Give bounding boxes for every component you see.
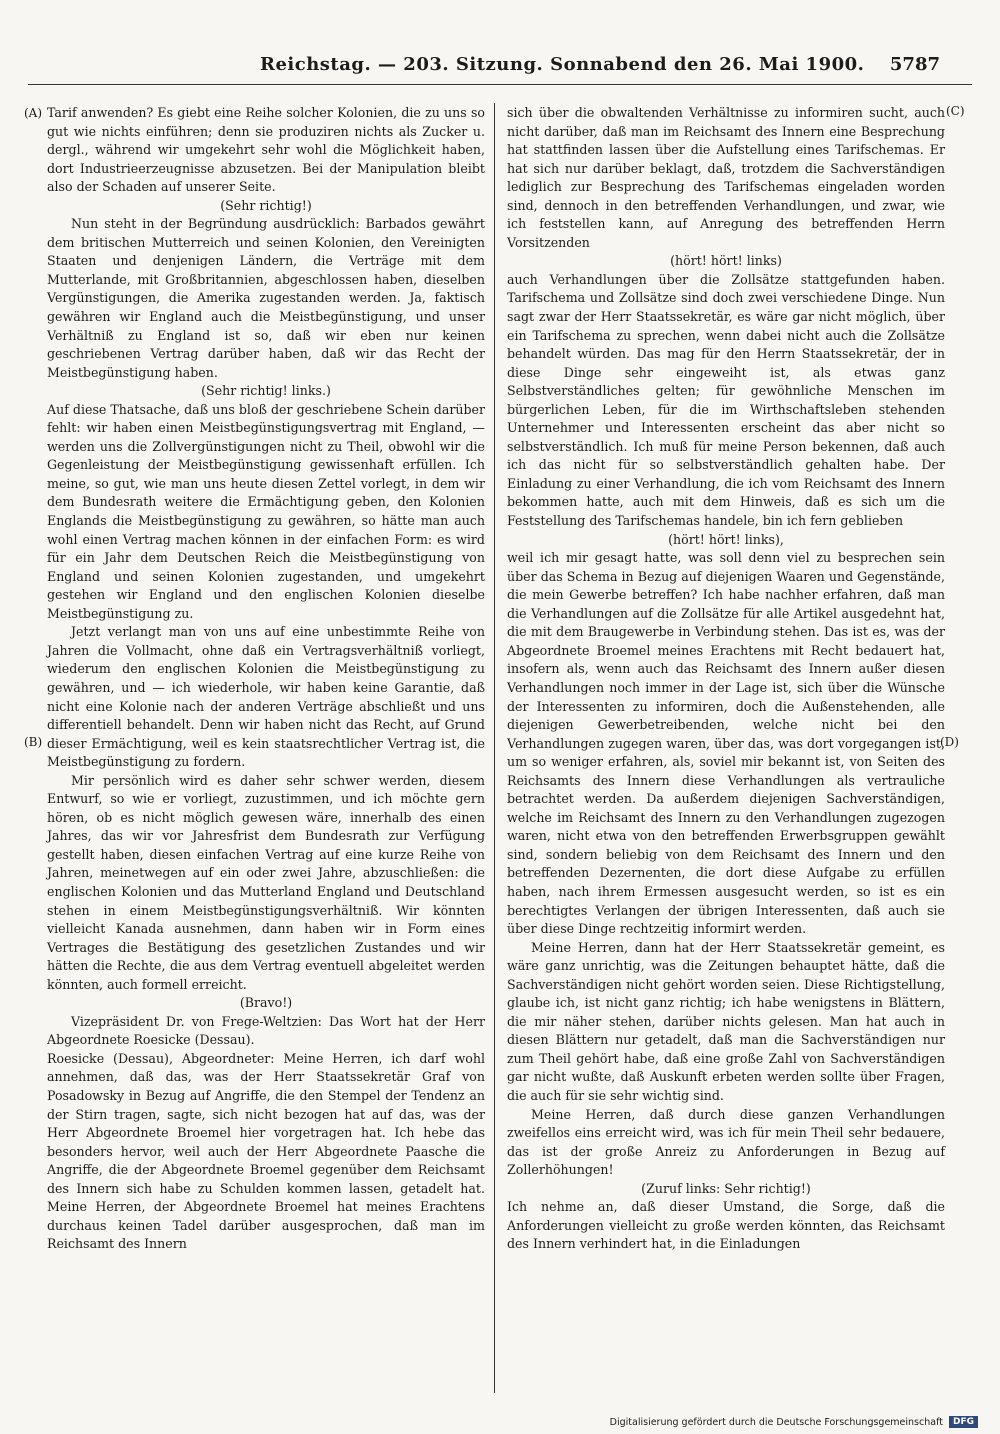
credit-text: Digitalisierung gefördert durch die Deutsche Forschungsgemeinschaft	[609, 1416, 943, 1428]
left-interjection: (Sehr richtig! links.)	[201, 383, 331, 399]
dfg-logo: DFG	[949, 1416, 978, 1428]
left-interjection: (Sehr richtig!)	[220, 197, 312, 213]
margin-marker-b: (B)	[24, 735, 43, 749]
right-interjection: (hört! hört! links)	[670, 253, 782, 269]
left-paragraph: Mir persönlich wird es daher sehr schwer werden, diesem Entwurf, so wie er vorliegt, zuzustimmen, und ich möchte gern hören, ob es nicht möglich gewesen wäre, innerhalb des einen Jahres, das wir vor Jahresfrist dem Bundesrath zur Verfügung gestellt haben, diesen einfachen Vertrag auf eine kurze Reihe von Jahren, meinetwegen auf ein oder zwei Jahre, abzuschließen: die englischen Kolonien und das Mutterland England und Deutschland stehen in einem Meistbegünstigungsverhältniß. Wir könnten vielleicht Kanada ausnehmen, dann haben wir in Form eines Vertrages die Bestätigung des gesetzlichen Zustandes und wir hätten die Rechte, die aus dem Vertrag eventuell abgeleitet werden könnten, auch formell erreicht.	[47, 772, 485, 992]
header-rule	[28, 84, 972, 85]
right-interjection: (hört! hört! links),	[668, 531, 784, 547]
right-interjection: (Zuruf links: Sehr richtig!)	[641, 1180, 811, 1196]
page-number: 5787	[889, 54, 940, 75]
right-paragraph: Ich nehme an, daß dieser Umstand, die Sorge, daß die Anforderungen vielleicht zu große werden könnten, das Reichsamt des Innern verhindert hat, in die Einladungen	[507, 1199, 945, 1252]
left-paragraph: Roesicke (Dessau), Abgeordneter: Meine Herren, ich darf wohl annehmen, daß das, was der Herr Staatssekretär Graf von Posadowsky in Bezug auf Angriffe, die den Stempel der Tendenz an der Stirn tragen, sagte, sich nicht bezogen hat auf das, was der Herr Abgeordnete Broemel hier vorgetragen hat. Ich hebe das besonders hervor, weil auch der Herr Abgeordnete Paasche die Angriffe, die der Abgeordnete Broemel gegenüber dem Reichsamt des Innern sich habe zu Schulden kommen lassen, getadelt hat. Meine Herren, der Abgeordnete Broemel hat meines Erachtens durchaus keinen Tadel darüber ausgesprochen, daß man im Reichsamt des Innern	[47, 1050, 485, 1252]
left-paragraph: Auf diese Thatsache, daß uns bloß der geschriebene Schein darüber fehlt: wir haben einen Meistbegünstigungsvertrag mit England, — werden uns die Zollvergünstigungen nicht zu Theil, obwohl wir die Gegenleistung der Meistbegünstigung gewissenhaft erfüllen. Ich meine, so gut, wie man uns heute diesen Zettel vorlegt, in dem wir dem Bundesrath weitere die Ermächtigung geben, den Kolonien Englands die Meistbegünstigung zu gewähren, so hätte man auch wohl einen Vertrag machen können in der einfachen Form: es wird für ein Jahr dem Deutschen Reich die Meistbegünstigung von England und seinen Kolonien zugestanden, und umgekehrt gestehen wir England und den englischen Kolonien dieselbe Meistbegünstigung zu.	[47, 401, 485, 621]
page-title: Reichstag. — 203. Sitzung. Sonnabend den 26. Mai 1900.	[260, 54, 865, 75]
margin-marker-c: (C)	[946, 104, 965, 118]
right-paragraph: Meine Herren, dann hat der Herr Staatssekretär gemeint, es wäre ganz unrichtig, was die Zeitungen behauptet hätte, daß die Sachverständigen nicht gehört worden seien. Diese Richtigstellung, glaube ich, ist nicht ganz richtig; ich habe wenigstens in Blättern, die mir näher stehen, darüber nichts gelesen. Man hat auch in diesen Blättern nur getadelt, daß man die Sachverständigen nur zum Theil gehört habe, daß eine große Zahl von Sachverständigen gar nicht wußte, daß Auskunft erbeten werden sollte über Fragen, die auch für sie sehr wichtig sind.	[507, 939, 945, 1103]
left-paragraph: Vizepräsident Dr. von Frege-Weltzien: Das Wort hat der Herr Abgeordnete Roesicke (Dessau).	[47, 1013, 485, 1048]
right-paragraph: Meine Herren, daß durch diese ganzen Verhandlungen zweifellos eins erreicht wird, was ich für mein Theil sehr bedauere, das ist der große Anreiz zu Anforderungen in Bezug auf Zollerhöhungen!	[507, 1106, 945, 1178]
right-paragraph: auch Verhandlungen über die Zollsätze stattgefunden haben. Tarifschema und Zollsätze sind doch zwei verschiedene Dinge. Nun sagt zwar der Herr Staatssekretär, es wäre gar nicht möglich, über ein Tarifschema zu sprechen, wenn dabei nicht auch die Zollsätze behandelt würden. Das mag für den Herrn Staatssekretär, der in diese Dinge sehr eingeweiht ist, als etwas ganz Selbstverständliches gelten; für gewöhnliche Menschen im bürgerlichen Leben, für die im Wirthschaftsleben stehenden Unternehmer und Interessenten erscheint das aber nicht so selbstverständlich. Ich muß für meine Person bekennen, daß auch ich das nicht für so selbstverständlich gehalten habe. Der Einladung zu einer Verhandlung, die ich vom Reichsamt des Innern bekommen hatte, auch mit dem Hinweis, daß es sich um die Feststellung des Tarifschemas handele, bin ich fern geblieben	[507, 271, 945, 529]
right-text-column	[507, 104, 945, 1254]
digitization-credit	[610, 1416, 978, 1428]
left-paragraph: Jetzt verlangt man von uns auf eine unbestimmte Reihe von Jahren die Vollmacht, ohne daß ein Vertragsverhältniß vorliegt, wiederum den englischen Kolonien die Meistbegünstigung zu gewähren, und — ich wiederhole, wir haben keine Garantie, daß nicht eine Kolonie nach der anderen Verträge abschließt und uns differentiell behandelt. Denn wir haben nicht das Recht, auf Grund dieser Ermächtigung, weil es kein staatsrechtlicher Vertrag ist, die Meistbegünstigung zu fordern.	[47, 624, 485, 770]
right-paragraph: sich über die obwaltenden Verhältnisse zu informiren sucht, auch nicht darüber, daß man im Reichsamt des Innern eine Besprechung hat stattfinden lassen über die Aufstellung eines Tarifschemas. Er hat sich nur darüber beklagt, daß, trotzdem die Sachverständigen lediglich zur Besprechung des Tarifschemas eingeladen worden sind, dennoch in den betreffenden Verhandlungen, und zwar, wie ich feststellen kann, auf Anregung des betreffenden Herrn Vorsitzenden	[507, 105, 945, 250]
margin-marker-d: (D)	[940, 735, 959, 749]
column-divider	[494, 103, 495, 1393]
right-paragraph: weil ich mir gesagt hatte, was soll denn viel zu besprechen sein über das Schema in Bezug auf diejenigen Waaren und Gegenstände, die mein Gewerbe betreffen? Ich habe nachher erfahren, daß man die Verhandlungen auf die Zollsätze für alle Artikel ausgedehnt hat, die mit dem Braugewerbe in Verbindung stehen. Das ist es, was der Abgeordnete Broemel meines Erachtens mit Recht bedauert hat, insofern als, wenn auch das Reichsamt des Innern außer diesen Verhandlungen noch immer in der Lage ist, sich über die Wünsche der Interessenten zu informiren, doch die Außenstehenden, alle diejenigen Gewerbetreibenden, welche nicht bei den Verhandlungen zugegen waren, über das, was dort vorgegangen ist, um so weniger erfahren, als, soviel mir bekannt ist, von Seiten des Reichsamts des Innern diese Verhandlungen als vertrauliche betrachtet werden. Da außerdem diejenigen Sachverständigen, welche im Reichsamt des Innern zu den Verhandlungen zugezogen waren, nicht etwa von den betreffenden Erwerbsgruppen gewählt sind, sondern beliebig von dem Reichsamt des Innern und den betreffenden Dezernenten, die dort diese Aufgabe zu erfüllen haben, nach ihrem Ermessen ausgesucht werden, so ist es ein berechtigtes Verlangen der übrigen Interessenten, daß auch sie über diese Dinge rechtzeitig informirt werden.	[507, 550, 945, 937]
page-header	[60, 48, 940, 78]
left-text-column	[47, 104, 485, 1254]
margin-marker-a: (A)	[24, 106, 43, 120]
left-paragraph: Nun steht in der Begründung ausdrücklich: Barbados gewährt dem britischen Mutterreich und seinen Kolonien, den Vereinigten Staaten und denjenigen Ländern, die Verträge mit dem Mutterlande, mit Großbritannien, abgeschlossen haben, dieselben Vergünstigungen, die Amerika zugestanden werden. Ja, faktisch gewähren wir England auch die Meistbegünstigung, und unser Verhältniß zu England ist so, daß wir eben nur keinen geschriebenen Vertrag darüber haben, daß wir das Recht der Meistbegünstigung haben.	[47, 216, 485, 380]
left-paragraph: Tarif anwenden? Es giebt eine Reihe solcher Kolonien, die zu uns so gut wie nichts einführen; denn sie produziren nichts als Zucker u. dergl., während wir umgekehrt sehr wohl die Möglichkeit haben, dort Industrieerzeugnisse abzusetzen. Bei der Manipulation bleibt also der Schaden auf unserer Seite.	[47, 105, 485, 195]
left-interjection: (Bravo!)	[239, 995, 293, 1011]
